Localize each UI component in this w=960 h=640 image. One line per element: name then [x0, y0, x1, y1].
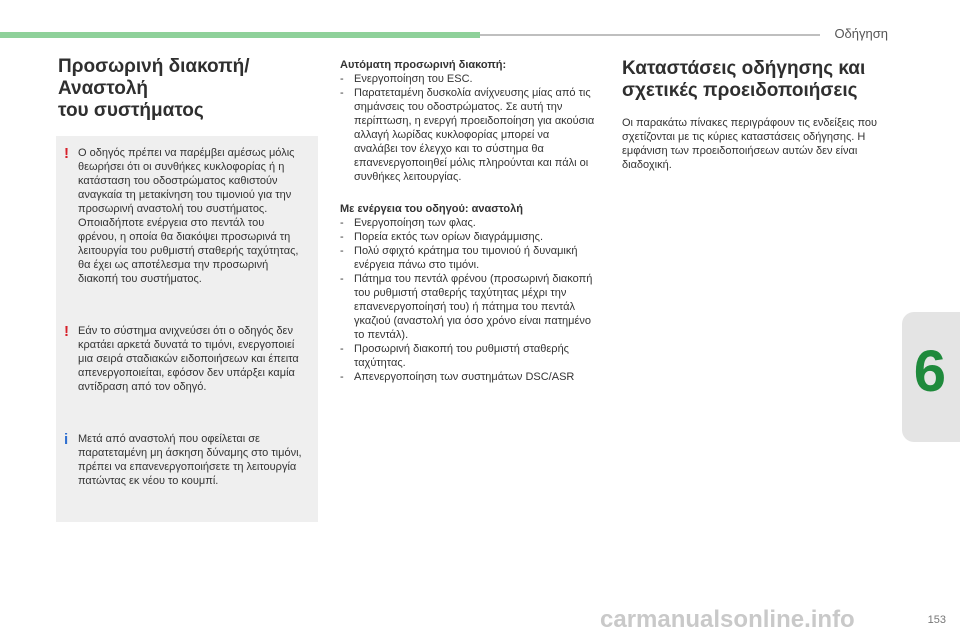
driver-action-list: [340, 216, 595, 384]
left-heading-line1: Προσωρινή διακοπή/Αναστολή: [58, 56, 250, 99]
info-icon: i: [64, 431, 69, 448]
box-gap: [56, 404, 318, 422]
section-title: Οδήγηση: [834, 26, 888, 41]
list-item: - Πολύ σφιχτό κράτημα του τιμονιού ή δυναμική ενέργεια πάνω στο τιμόνι.: [340, 244, 595, 272]
warning-box-1: [56, 136, 318, 296]
box-gap: [56, 296, 318, 314]
driver-action-heading: Με ενέργεια του οδηγού: αναστολή: [340, 203, 523, 215]
header-rule: [480, 34, 820, 36]
right-body-text: Οι παρακάτω πίνακες περιγράφουν τις ενδείξεις που σχετίζονται με τις κύριες καταστάσεις οδήγησης. Η εμφάνιση των προειδοποιήσεων αυτών δεν είναι διαδοχική.: [622, 117, 878, 171]
warning-text-2: Εάν το σύστημα ανιχνεύσει ότι ο οδηγός δεν κρατάει αρκετά δυνατά το τιμόνι, ενεργοποιεί μια σειρά σταδιακών ειδοποιήσεων και έπειτα απενεργοποιείται, εφόσον δεν υπάρξει καμία αντίδραση από τον οδηγό.: [78, 325, 299, 393]
right-column: [622, 58, 887, 172]
list-item: - Προσωρινή διακοπή του ρυθμιστή σταθερής ταχύτητας.: [340, 342, 595, 370]
list-item: - Πορεία εκτός των ορίων διαγράμμισης.: [340, 230, 595, 244]
auto-suspend-heading: Αυτόματη προσωρινή διακοπή:: [340, 59, 507, 71]
right-heading: [622, 58, 887, 102]
chapter-number: 6: [913, 339, 946, 404]
auto-suspend-list: [340, 72, 595, 184]
right-heading-line1: Καταστάσεις οδήγησης και: [622, 58, 866, 79]
right-heading-line2: σχετικές προειδοποιήσεις: [622, 80, 858, 101]
list-item: - Πάτημα του πεντάλ φρένου (προσωρινή διακοπή του ρυθμιστή σταθερής ταχύτητας μέχρι την επανενεργοποίησή του) ή πάτημα του πεντάλ γκαζιού (αναστολή για όσο χρόνο είναι πατημένο το πεντάλ).: [340, 272, 595, 342]
header-accent-bar: [0, 32, 480, 38]
left-heading: [58, 56, 318, 122]
list-item: - Απενεργοποίηση των συστημάτων DSC/ASR: [340, 370, 595, 384]
watermark: carmanualsonline.info: [600, 606, 855, 633]
warning-icon: !: [64, 145, 69, 162]
page-number: 153: [927, 614, 946, 626]
warning-text-1: Ο οδηγός πρέπει να παρέμβει αμέσως μόλις θεωρήσει ότι οι συνθήκες κυκλοφορίας ή η κατάσταση του οδοστρώματος καθιστούν αναγκαία τη μετακίνηση του τιμονιού για την προσωρινή αναστολή του συστήματος. Οποιαδήποτε ενέργεια στο πεντάλ του φρένου, η οποία θα διακόψει προσωρινά τη λειτουργία του ρυθμιστή σταθερής ταχύτητας, θα έχει ως αποτέλεσμα την προσωρινή διακοπή του συστήματος.: [78, 147, 299, 285]
warning-box-2: [56, 314, 318, 404]
list-item: - Ενεργοποίηση του ESC.: [340, 72, 595, 86]
list-item: - Ενεργοποίηση των φλας.: [340, 216, 595, 230]
middle-column: [340, 58, 595, 402]
info-text: Μετά από αναστολή που οφείλεται σε παρατεταμένη μη άσκηση δύναμης στο τιμόνι, πρέπει να επανενεργοποιήσετε τη λειτουργία πατώντας εκ νέου το κουμπί.: [78, 433, 302, 487]
list-item: - Παρατεταμένη δυσκολία ανίχνευσης μίας από τις σημάνσεις του οδοστρώματος. Σε αυτή την περίπτωση, η ενεργή προειδοποίηση για ακούσια αλλαγή λωρίδας κυκλοφορίας μπορεί να αναλάβει τον έλεγχο και το σύστημα θα επανενεργοποιηθεί μόλις πληρούνται και πάλι οι συνθήκες λειτουργίας.: [340, 86, 595, 184]
left-column: [58, 56, 318, 522]
left-heading-line2: του συστήματος: [58, 100, 204, 121]
warning-icon: !: [64, 323, 69, 340]
info-box: [56, 422, 318, 522]
